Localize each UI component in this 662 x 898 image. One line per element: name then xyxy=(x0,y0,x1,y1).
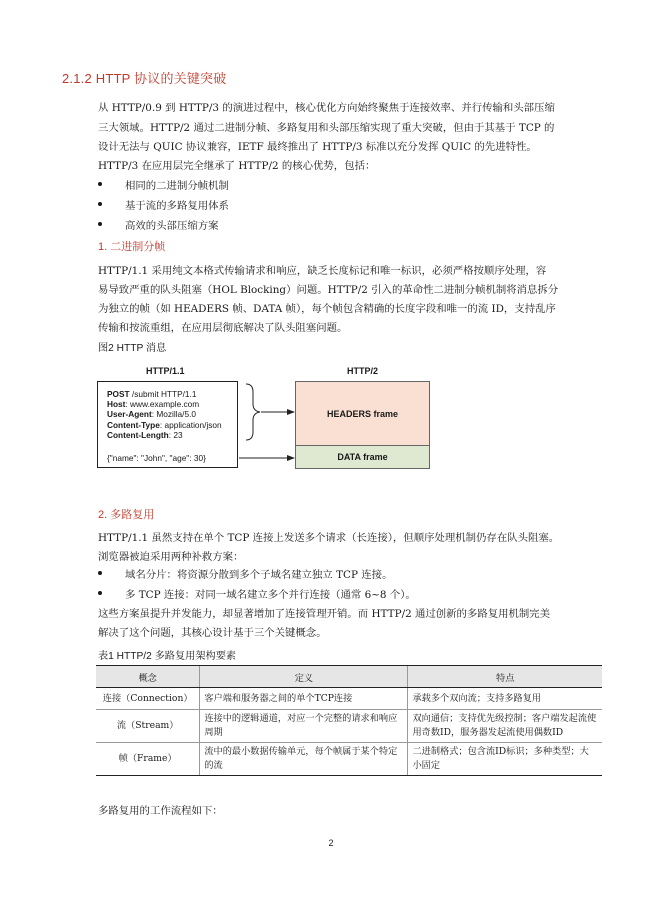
list-item-text: 基于流的多路复用体系 xyxy=(125,200,229,212)
list-item-text: 相同的二进制分帧机制 xyxy=(125,180,229,192)
request-body: {"name": "John", "age": 30} xyxy=(107,453,206,463)
request-line: Content-Length: 23 xyxy=(107,429,183,440)
table-header-concept: 概念 xyxy=(96,666,200,688)
table-row xyxy=(96,710,602,743)
table-cell-feature: 二进制格式；包含流ID标识；多种类型；大小固定 xyxy=(408,743,602,776)
bullet-icon xyxy=(98,571,102,575)
table-row xyxy=(96,743,602,776)
intro-line-2: 三大领域。HTTP/2 通过二进制分帧、多路复用和头部压缩实现了重大突破，但由于其基于 TCP 的 xyxy=(98,122,555,134)
table-cell-feature: 承载多个双向流；支持多路复用 xyxy=(408,688,602,710)
page-number: 2 xyxy=(328,838,334,848)
table-cell-concept: 流（Stream） xyxy=(96,710,200,743)
table-header-row xyxy=(96,666,602,688)
table-row xyxy=(96,688,602,710)
list-item-text: 多 TCP 连接：对同一域名建立多个并行连接（通常 6~8 个）。 xyxy=(125,589,416,601)
section-title: 2.1.2 HTTP 协议的关键突破 xyxy=(62,71,227,86)
subsection-title-multiplexing: 2. 多路复用 xyxy=(98,509,155,521)
table-caption: 表1 HTTP/2 多路复用架构要素 xyxy=(98,651,237,662)
list-item-text: 域名分片：将资源分散到多个子域名建立独立 TCP 连接。 xyxy=(125,569,393,581)
intro-line-1: 从 HTTP/0.9 到 HTTP/3 的演进过程中，核心优化方向始终聚焦于连接效率、并行传输和头部压缩 xyxy=(98,102,555,114)
table-cell-feature: 双向通信；支持优先级控制；客户端发起流使用奇数ID，服务器发起流使用偶数ID xyxy=(408,710,602,743)
part2-after-line-2: 解决了这个问题，其核心设计基于三个关键概念。 xyxy=(98,627,327,639)
request-line: Host: www.example.com xyxy=(107,399,200,410)
headers-frame-box: HEADERS frame xyxy=(295,381,430,446)
table-cell-definition: 连接中的逻辑通道，对应一个完整的请求和响应周期 xyxy=(200,710,408,743)
request-line: User-Agent: Mozilla/5.0 xyxy=(107,409,196,420)
table-cell-concept: 连接（Connection） xyxy=(96,688,200,710)
brace-icon xyxy=(246,384,260,440)
part1-line-1: HTTP/1.1 采用纯文本格式传输请求和响应，缺乏长度标记和唯一标识，必须严格按顺序处理，容 xyxy=(98,265,547,277)
figure-caption: 图2 HTTP 消息 xyxy=(98,343,167,354)
part1-line-3: 为独立的帧（如 HEADERS 帧、DATA 帧），每个帧包含精确的长度字段和唯一的流 ID，支持乱序 xyxy=(98,303,556,315)
closing-line: 多路复用的工作流程如下： xyxy=(98,805,223,817)
table-cell-concept: 帧（Frame） xyxy=(96,743,200,776)
data-frame-box: DATA frame xyxy=(295,446,430,469)
figure-heading-http11: HTTP/1.1 xyxy=(146,366,185,376)
intro-line-3: 设计无法与 QUIC 协议兼容，IETF 最终推出了 HTTP/3 标准以充分发挥 QUIC 的先进特性。 xyxy=(98,141,537,153)
table-cell-definition: 客户端和服务器之间的单个TCP连接 xyxy=(200,688,408,710)
architecture-table xyxy=(96,665,602,776)
list-item-text: 高效的头部压缩方案 xyxy=(125,220,219,232)
table-header-definition: 定义 xyxy=(200,666,408,688)
part2-line-1: HTTP/1.1 虽然支持在单个 TCP 连接上发送多个请求（长连接），但顺序处理机制仍存在队头阻塞。 xyxy=(98,532,560,544)
request-line: Content-Type: application/json xyxy=(107,419,222,430)
part2-after-line-1: 这些方案虽提升并发能力，却显著增加了连接管理开销。而 HTTP/2 通过创新的多路复用机制完美 xyxy=(98,608,551,620)
part2-line-2: 浏览器被迫采用两种补救方案： xyxy=(98,551,244,563)
request-line: POST /submit HTTP/1.1 xyxy=(107,389,197,399)
figure-heading-http2: HTTP/2 xyxy=(347,366,379,376)
bullet-icon xyxy=(98,591,102,595)
table-header-feature: 特点 xyxy=(408,666,602,688)
part1-line-2: 易导致严重的队头阻塞（HOL Blocking）问题。HTTP/2 引入的革命性二进制分帧机制将消息拆分 xyxy=(98,284,559,296)
subsection-title-binary-framing: 1. 二进制分帧 xyxy=(98,241,166,253)
http3-line: HTTP/3 在应用层完全继承了 HTTP/2 的核心优势，包括： xyxy=(98,160,376,172)
part1-line-4: 传输和按流重组，在应用层彻底解决了队头阻塞问题。 xyxy=(98,322,348,334)
table-cell-definition: 流中的最小数据传输单元，每个帧属于某个特定的流 xyxy=(200,743,408,776)
